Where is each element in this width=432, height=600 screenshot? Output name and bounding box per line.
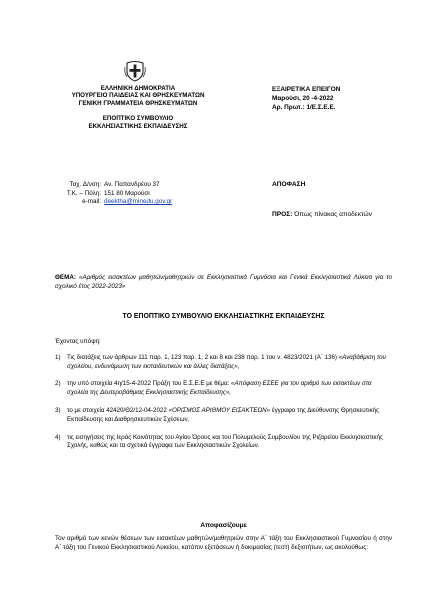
postal-label: Τ.Κ. – Πόλη: [66,189,101,197]
item-number: 3) [55,406,61,414]
email-link[interactable]: deektha@minedu.gov.gr [104,198,173,206]
subject [55,273,392,291]
closing-paragraph: Τον αριθμό των κενών θέσεων των εισακτέων μαθητών/μαθητριών στην Α΄ τάξη του Εκκλησιαστικού Γυμνασίου ή στην Α΄ τάξη του Γενικού Εκκλησιαστικού Λυκείου, κατόπιν εξετάσεων ή δοκιμασίας (τεστ) δεξιοτήτων, ως ακολούθως: [55,535,392,551]
recipients [272,211,372,218]
item-text: Τις διατάξεις των άρθρων 111 παρ. 1, 123 παρ. 1, 2 και 8 και 238 παρ. 1 του ν. 4823/2021 (Α΄ 136) «Αναβάθμιση του σχολείου, ενδυνάμωση των εκπαιδευτικών και άλλες διατάξεις», [67,353,386,370]
place-date: Μαρούσι, 20 -4-2022 [272,94,334,102]
subject-label: ΘΕΜΑ: [55,274,76,281]
recipients-label: ΠΡΟΣ: [272,211,293,218]
item-text: το με στοιχεία 42420/Θ2/12-04-2022 «ΟΡΙΣΜΟΣ ΑΡΙΘΜΟΥ ΕΙΣΑΚΤΕΩΝ» έγγραφο της Διεύθυνσης Θρησκευτικής Εκπαίδευσης και Διαθρησκευτικών Σχέσεων, [67,406,379,423]
list-item [55,380,392,398]
having-regard: Έχοντας υπόψη: [55,338,101,345]
urgency-label: ΕΞΑΙΡΕΤΙΚΑ ΕΠΕΙΓΟΝ [272,86,341,93]
board-name-line1: ΕΠΟΠΤΙΚΟ ΣΥΜΒΟΥΛΙΟ [102,115,174,123]
coat-of-arms-icon [124,60,146,82]
item-text: τις εισηγήσεις της Ιεράς Κοινότητας του Αγίου Όρους και του Πολυμελούς Συμβουλίου της Ριζαρείου Εκκλησιαστικής Σχολής, καθώς και τα σχετικά έγγραφα των Εκκλησιαστικών Σχολείων. [67,433,383,450]
email-label: e-mail: [82,198,101,206]
board-name-line2: ΕΚΚΛΗΣΙΑΣΤΙΚΗΣ ΕΚΠΑΙΔΕΥΣΗΣ [88,122,188,130]
postal-value: 151 80 Μαρούσι [104,189,150,197]
decide-heading: Αποφασίζουμε [200,522,247,529]
item-text: την υπό στοιχεία 4η/15-4-2022 Πράξη του Ε.Σ.Ε.Ε με θέμα: «Απόφαση ΕΣΕΕ για τον αριθμό των εισακτέων στα σχολεία της Δευτεροβάθμιας Εκκλησιαστικής Εκπαίδευσης», [67,380,372,397]
council-title: ΤΟ ΕΠΟΠΤΙΚΟ ΣΥΜΒΟΥΛΙΟ ΕΚΚΛΗΣΙΑΣΤΙΚΗΣ ΕΚΠΑΙΔΕΥΣΗΣ [122,313,325,320]
list-item [55,434,392,452]
republic-name: ΕΛΛΗΝΙΚΗ ΔΗΜΟΚΡΑΤΙΑ [100,85,176,92]
ministry-name: ΥΠΟΥΡΓΕΙΟ ΠΑΙΔΕΙΑΣ ΚΑΙ ΘΡΗΣΚΕΥΜΑΤΩΝ [71,92,205,100]
item-number: 2) [55,380,61,388]
contact-block [63,181,172,207]
address-value: Αν. Παπανδρέου 37 [104,181,160,188]
item-number: 4) [55,433,61,441]
address-row [63,181,172,190]
email-row [63,198,172,207]
subject-text: «Αριθμός εισακτέων μαθητών/μαθητριών σε Εκκλησιαστικά Γυμνάσια και Γενικά Εκκλησιαστικά Λύκεια για το σχολικό έτος 2022-2023» [55,274,393,290]
considerations [55,338,392,460]
list-item [55,354,392,372]
protocol-number: Αρ. Πρωτ.: 1/Ε.Σ.Ε.Ε. [272,103,336,111]
decision-label: ΑΠΟΦΑΣΗ [272,181,306,188]
postal-row [63,190,172,199]
address-label: Ταχ. Δ/νση: [69,181,101,188]
recipients-value: Όπως πίνακας αποδεκτών [294,211,372,218]
list-item [55,407,392,425]
secretariat-name: ΓΕΝΙΚΗ ΓΡΑΜΜΑΤΕΙΑ ΘΡΗΣΚΕΥΜΑΤΩΝ [78,99,198,107]
item-number: 1) [55,353,61,361]
document-meta [272,86,340,112]
issuer-header [52,85,224,130]
